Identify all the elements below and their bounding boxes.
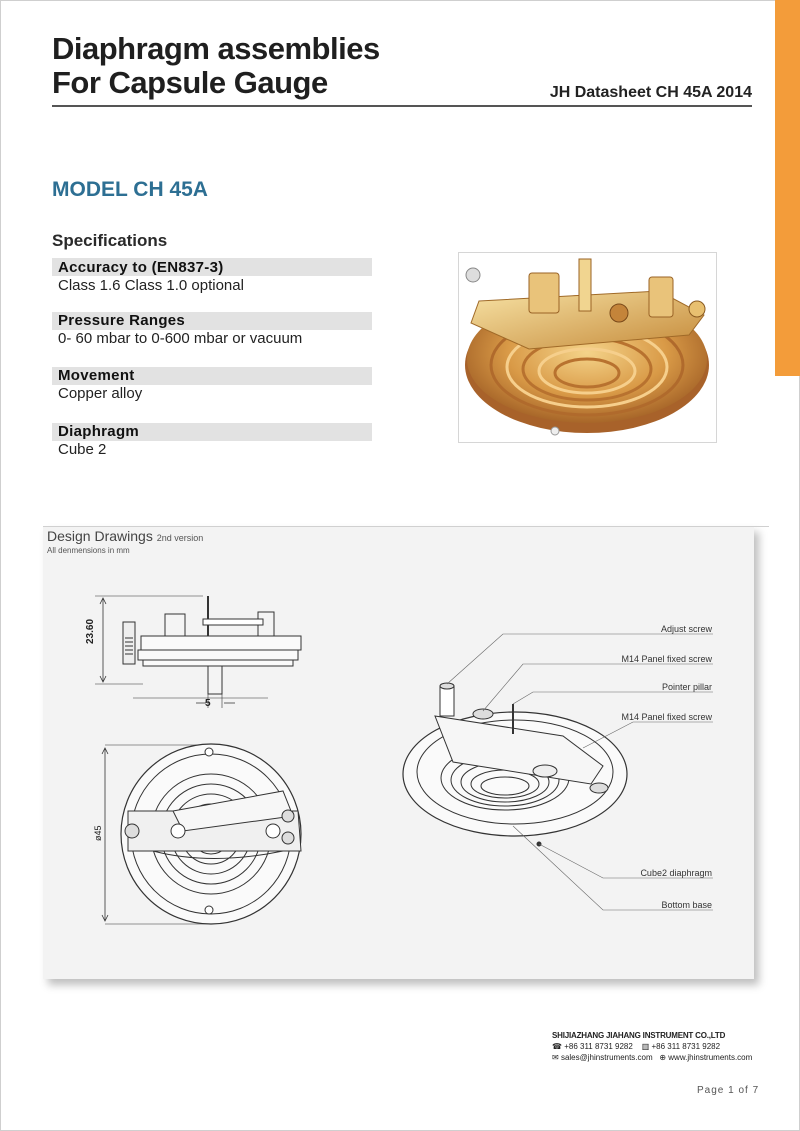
height-dimension: 23.60 xyxy=(85,618,96,644)
drawing-title-text: Design Drawings xyxy=(47,528,153,544)
spec-label-movement: Movement xyxy=(58,367,135,384)
email-address[interactable]: sales@jhinstruments.com xyxy=(560,1053,653,1062)
spec-value-diaphragm: Cube 2 xyxy=(58,441,107,458)
specifications-heading: Specifications xyxy=(52,231,168,250)
model-heading: MODEL CH 45A xyxy=(52,178,208,201)
company-name: SHIJIAZHANG JIAHANG INSTRUMENT CO.,LTD xyxy=(552,1031,726,1040)
spec-label-diaphragm: Diaphragm xyxy=(58,423,140,440)
page-number: Page 1 of 7 xyxy=(697,1085,760,1096)
globe-icon: ⊕ xyxy=(659,1053,667,1062)
contact-phone-row xyxy=(552,1041,752,1052)
technical-drawing xyxy=(43,526,754,979)
spec-label-accuracy: Accuracy to (EN837-3) xyxy=(58,259,224,276)
diaphragm-assembly-image xyxy=(459,253,716,442)
website-link[interactable]: www.jhinstruments.com xyxy=(668,1053,753,1062)
title-line-2: For Capsule Gauge xyxy=(52,65,328,100)
fax-icon: ▥ xyxy=(641,1042,650,1051)
contact-web-row xyxy=(552,1052,752,1063)
callout-adjust-screw: Adjust screw xyxy=(660,624,712,634)
spec-value-movement: Copper alloy xyxy=(58,385,143,402)
drawing-units-note: All denmensions in mm xyxy=(47,546,130,555)
email-icon: ✉ xyxy=(552,1053,559,1062)
callout-pointer-pillar: Pointer pillar xyxy=(661,682,712,692)
callout-bottom-base: Bottom base xyxy=(661,900,712,910)
fax-number: +86 311 8731 9282 xyxy=(651,1042,721,1051)
title-line-1: Diaphragm assemblies xyxy=(52,31,380,66)
callout-panel-screw-2: M14 Panel fixed screw xyxy=(621,712,712,722)
header-divider xyxy=(52,105,752,107)
callout-panel-screw-1: M14 Panel fixed screw xyxy=(621,654,712,664)
diameter-dimension: ø45 xyxy=(93,825,103,841)
spec-label-pressure: Pressure Ranges xyxy=(58,312,186,329)
phone-icon: ☎ xyxy=(552,1042,562,1051)
spec-value-pressure: 0- 60 mbar to 0-600 mbar or vacuum xyxy=(58,330,303,347)
shaft-dimension: 5 xyxy=(205,698,211,709)
accent-bar xyxy=(775,0,800,376)
drawing-version: 2nd version xyxy=(156,533,204,543)
phone-number: +86 311 8731 9282 xyxy=(564,1042,633,1051)
spec-value-accuracy: Class 1.6 Class 1.0 optional xyxy=(58,277,244,294)
callout-cube2-diaphragm: Cube2 diaphragm xyxy=(640,868,712,878)
datasheet-reference: JH Datasheet CH 45A 2014 xyxy=(549,84,752,101)
product-photo xyxy=(458,252,717,443)
company-footer xyxy=(552,1030,752,1063)
